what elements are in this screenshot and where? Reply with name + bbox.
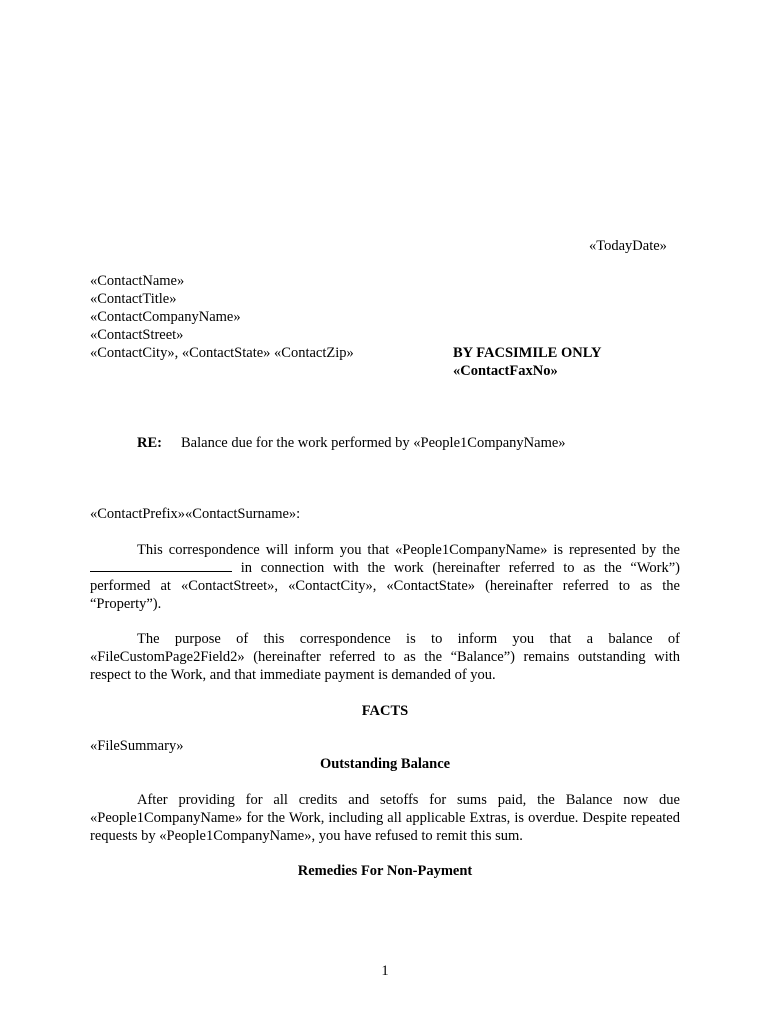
file-summary: «FileSummary» xyxy=(90,738,184,754)
blank-fill-line xyxy=(90,559,232,572)
heading-outstanding-balance: Outstanding Balance xyxy=(319,756,451,772)
delivery-method-block xyxy=(453,344,602,380)
heading-remedies: Remedies For Non-Payment xyxy=(297,863,473,879)
address-line-name: «ContactName» xyxy=(90,273,185,289)
paragraph-outstanding-balance: After providing for all credits and setoffs for sums paid, the Balance now due «People1CompanyName» for the Work, including all applicable Extras, is overdue. Despite repeated requests by «People1CompanyName», you have refused to remit this sum. xyxy=(90,792,680,844)
fax-number: «ContactFaxNo» xyxy=(453,363,558,379)
paragraph-representation xyxy=(90,541,680,613)
paragraph-purpose: The purpose of this correspondence is to inform you that a balance of «FileCustomPage2Field2» (hereinafter referred to as the “Balance”) remains outstanding with respect to the Work, and that immediate payment is demanded of you. xyxy=(90,631,680,683)
address-line-company: «ContactCompanyName» xyxy=(90,309,241,325)
delivery-method: BY FACSIMILE ONLY xyxy=(453,345,602,361)
address-line-city: «ContactCity», «ContactState» «ContactZip» xyxy=(90,345,354,361)
address-line-street: «ContactStreet» xyxy=(90,327,184,343)
heading-facts: FACTS xyxy=(361,703,409,719)
subject-line xyxy=(137,434,566,452)
subject-label: RE: xyxy=(137,435,162,451)
page-number: 1 xyxy=(381,963,389,979)
address-line-title: «ContactTitle» xyxy=(90,291,177,307)
subject-text: Balance due for the work performed by «People1CompanyName» xyxy=(181,435,566,451)
paragraph-representation-end: in connection with the work (hereinafter referred to as the “Work”) performed at «ContactStreet», «ContactCity», «ContactState» (hereinafter referred to as the “Property”). xyxy=(90,560,680,612)
recipient-address-block xyxy=(90,272,354,362)
letter-date: «TodayDate» xyxy=(589,238,667,254)
paragraph-representation-start: This correspondence will inform you that «People1CompanyName» is represented by the xyxy=(137,542,680,558)
salutation: «ContactPrefix»«ContactSurname»: xyxy=(90,506,301,522)
